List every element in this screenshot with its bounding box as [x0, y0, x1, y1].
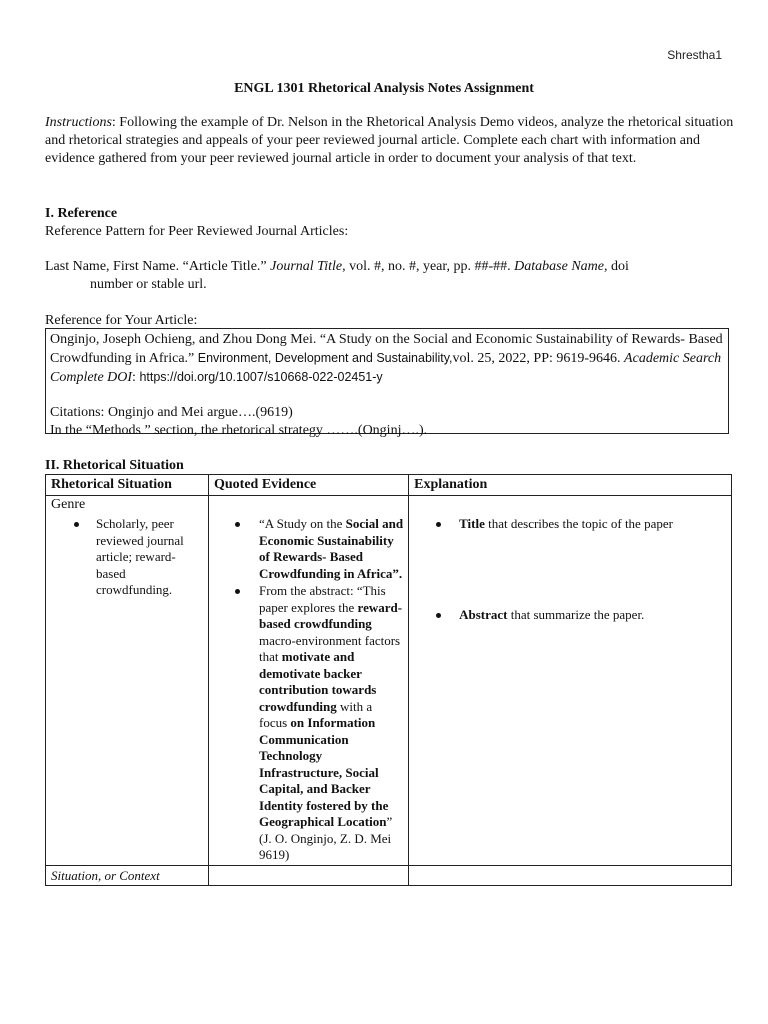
evidence2-p4: ” (J. O. Onginjo, Z. D. Mei 9619): [258, 814, 393, 862]
table-header-row: [46, 475, 732, 496]
explanation1-bold: Title: [459, 516, 485, 531]
genre-evidence-cell: [208, 496, 408, 866]
instructions-lead: Instructions: [45, 115, 112, 130]
reference-pattern: [45, 258, 735, 294]
genre-label: Genre: [51, 497, 86, 512]
article-journal: Environment, Development and Sustainability,: [197, 351, 453, 365]
pattern-journal: Journal Title: [270, 259, 343, 274]
table-row-situation: [46, 865, 732, 885]
article-doi: https://doi.org/10.1007/s10668-022-02451-y: [139, 370, 383, 384]
rhetorical-situation-table: [45, 474, 732, 886]
citation-line-1: Citations: Onginjo and Mei argue….(9619): [50, 405, 293, 420]
genre-bullet-text: Scholarly, peer reviewed journal article; reward-based crowdfunding.: [96, 516, 184, 597]
pattern-line2: number or stable url.: [90, 277, 207, 292]
bullet-icon: [235, 522, 240, 527]
explanation2-bold: Abstract: [459, 606, 508, 622]
instructions-text: : Following the example of Dr. Nelson in the Rhetorical Analysis Demo videos, analyze the rhetorical situation and rhetorical strategies and appeals of your peer reviewed journal article. Complete each chart with information and evidence gathered from your peer reviewed journal article in order to document your analysis of that text.: [45, 115, 734, 166]
page-header-name: Shrestha1: [667, 48, 722, 62]
pattern-part2: , vol. #, no. #, year, pp. ##-##.: [342, 259, 515, 274]
evidence2-b2: motivate and demotivate backer contribution towards crowdfunding: [258, 649, 377, 714]
bullet-icon: [436, 522, 441, 527]
instructions-paragraph: [45, 114, 735, 168]
citation-line-2: In the “Methods ” section, the rhetorical strategy …….(Onginj….).: [50, 423, 428, 438]
situation-explanation-cell[interactable]: [409, 865, 732, 885]
bullet-icon: [235, 589, 240, 594]
list-item: [51, 516, 203, 599]
list-item: [214, 583, 403, 864]
explanation1-text: that describes the topic of the paper: [484, 516, 673, 531]
evidence1-pre: “A Study on the: [258, 516, 346, 531]
situation-context-label: Situation, or Context: [46, 865, 209, 885]
reference-heading: I. Reference: [45, 206, 118, 221]
article-part3: :: [132, 370, 140, 385]
article-part1: Onginjo, Joseph Ochieng, and Zhou Dong Mei. “A Study on the Social and Economic Sustainability of Rewards- Based Crowdfunding in Africa.”: [50, 332, 723, 366]
column-header-situation: Rhetorical Situation: [46, 475, 209, 496]
pattern-part3: , doi: [604, 259, 629, 274]
pattern-database: Database Name: [514, 259, 604, 274]
bullet-icon: [74, 522, 79, 527]
explanation2-text: that summarize the paper.: [507, 606, 645, 622]
genre-explanation-cell: [409, 496, 732, 866]
list-item: [214, 516, 403, 582]
genre-situation-cell: [46, 496, 209, 866]
evidence2-b1: reward-based crowdfunding: [258, 599, 403, 631]
evidence2-p2: macro-environment factors that: [258, 632, 401, 664]
evidence2-b3: on Information Communication Technology Infrastructure, Social Capital, and Backer Identity fostered by the Geographical Location: [258, 715, 389, 829]
situation-evidence-cell[interactable]: [208, 865, 408, 885]
your-reference-label: Reference for Your Article:: [45, 313, 198, 328]
bullet-icon: [436, 613, 441, 618]
table-row-genre: [46, 496, 732, 866]
evidence2-p1: From the abstract: “This paper explores the: [258, 583, 386, 615]
column-header-evidence: Quoted Evidence: [208, 475, 408, 496]
list-item: [414, 607, 726, 624]
rhetorical-situation-heading: II. Rhetorical Situation: [45, 458, 184, 473]
list-item: [414, 516, 726, 533]
reference-box: [45, 328, 729, 438]
document-title: ENGL 1301 Rhetorical Analysis Notes Assignment: [234, 81, 534, 96]
pattern-part1: Last Name, First Name. “Article Title.”: [45, 259, 271, 274]
reference-subheading: Reference Pattern for Peer Reviewed Journal Articles:: [45, 224, 349, 239]
article-reference: [50, 331, 724, 387]
evidence2-p3: with a focus: [258, 698, 373, 730]
column-header-explanation: Explanation: [409, 475, 732, 496]
article-part2: vol. 25, 2022, PP: 9619-9646.: [452, 351, 625, 366]
article-database: Academic Search Complete DOI: [50, 351, 722, 385]
evidence1-bold: Social and Economic Sustainability of Rewards- Based Crowdfunding in Africa”.: [258, 516, 404, 581]
